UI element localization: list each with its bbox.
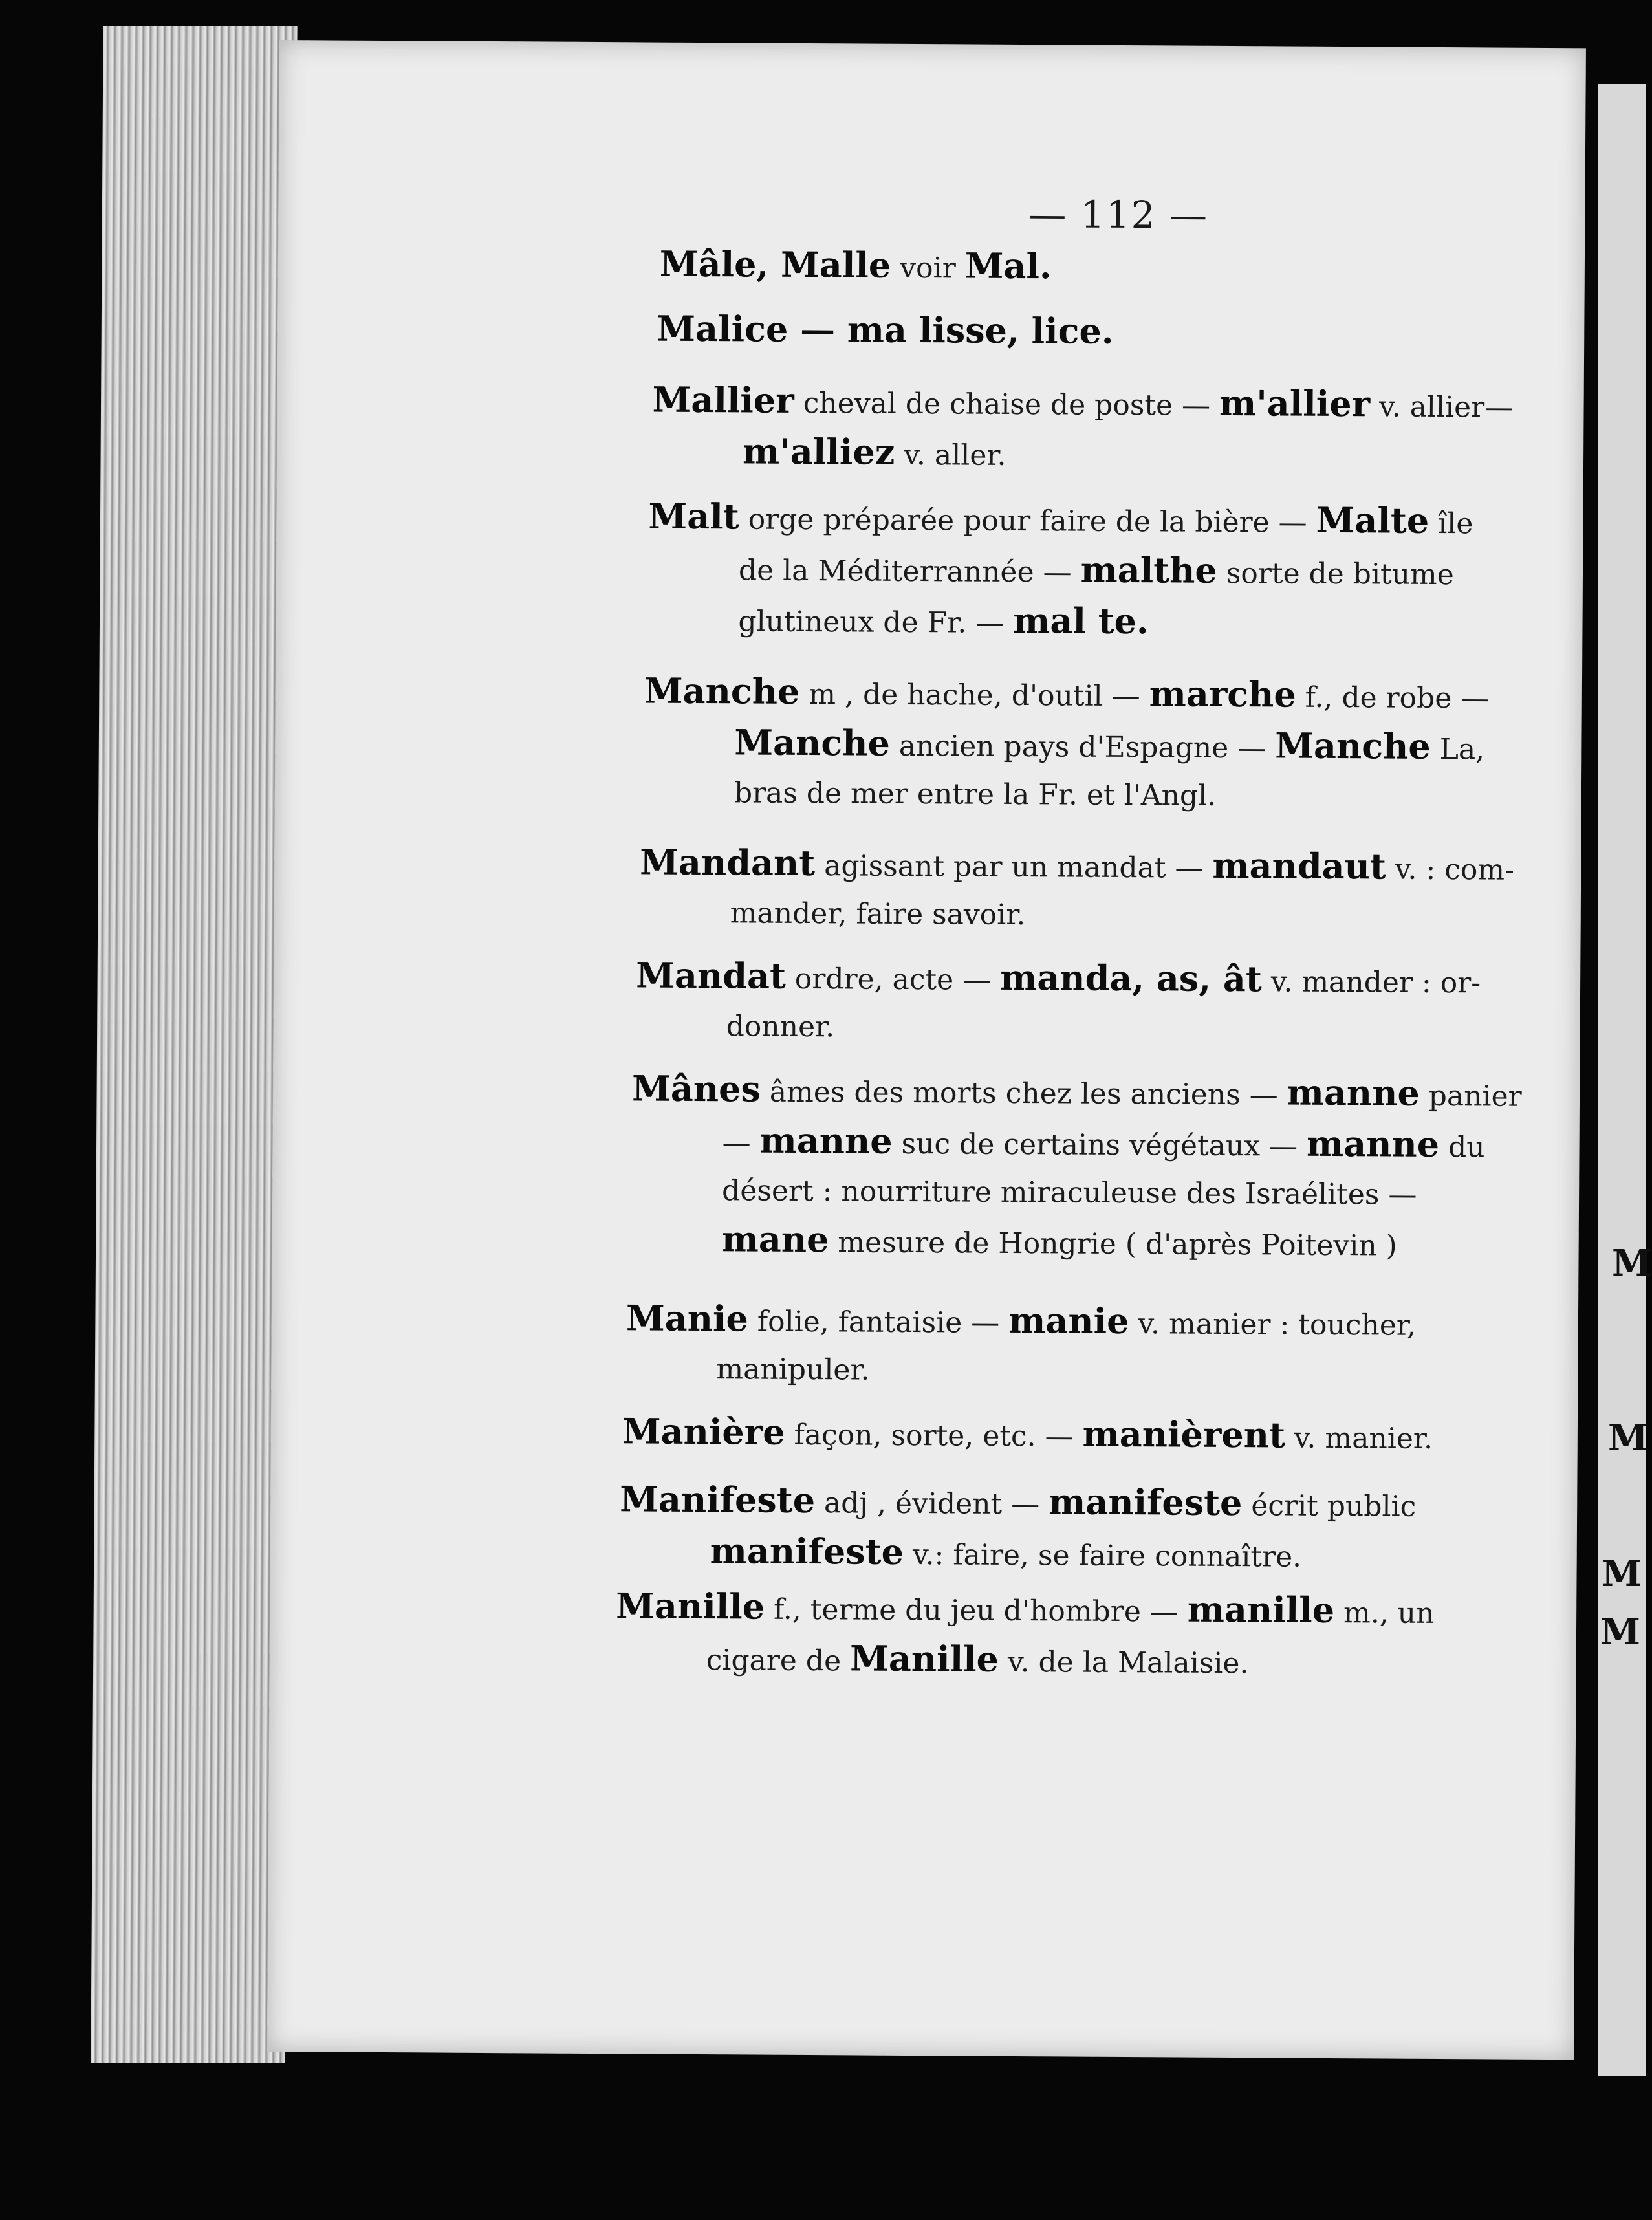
entry-mandant (640, 838, 1515, 942)
entry-line (631, 1115, 1521, 1171)
definition-text: âmes des morts chez les anciens — (760, 1075, 1287, 1112)
definition-text: v. manier : toucher, (1129, 1307, 1417, 1342)
headword: Manche (734, 721, 891, 764)
definition-text: désert : nourriture miraculeuse des Israélites — (721, 1174, 1417, 1212)
facing-page-letter: M (1600, 1611, 1640, 1653)
headword: manne (1306, 1122, 1440, 1165)
entry-line (644, 666, 1490, 723)
entry-maniere (622, 1407, 1433, 1463)
facing-page-letter: M (1602, 1552, 1642, 1595)
entry-line (644, 768, 1489, 822)
headword: m'allier (1219, 382, 1371, 425)
entry-line (640, 889, 1514, 942)
headword: Malt (648, 495, 739, 538)
definition-text: du (1439, 1130, 1485, 1164)
headword: mal te. (1013, 599, 1149, 642)
definition-text: f., terme du jeu d'hombre — (764, 1593, 1188, 1629)
headword: Mâle, Malle (659, 243, 891, 286)
entry-line (631, 1166, 1521, 1219)
definition-text: — (722, 1126, 760, 1160)
definition-text: donner. (726, 1010, 835, 1044)
entry-mallier (652, 376, 1514, 483)
headword: Malte (1316, 499, 1429, 541)
headword: manie (1008, 1299, 1129, 1342)
headword: Manille (849, 1637, 999, 1680)
definition-text: suc de certains végétaux — (892, 1127, 1307, 1163)
entry-manche (644, 666, 1490, 822)
definition-text: La, (1430, 732, 1485, 767)
dictionary-page (267, 40, 1586, 2060)
headword: marche (1149, 673, 1296, 715)
entry-line (648, 543, 1473, 599)
headword: Manie (625, 1297, 749, 1340)
definition-text: orge préparée pour faire de la bière — (739, 503, 1316, 539)
entry-line (622, 1407, 1433, 1463)
definition-text: agissant par un mandat — (815, 849, 1213, 885)
facing-page-edge (1598, 84, 1652, 2076)
entry-line (632, 1064, 1522, 1120)
entry-line (640, 838, 1514, 894)
definition-text: façon, sorte, etc. — (785, 1418, 1083, 1453)
entry-line (615, 1633, 1434, 1689)
definition-text: ordre, acte — (785, 962, 1001, 997)
entry-line (647, 594, 1472, 650)
entry-line (620, 1475, 1417, 1531)
entry-line (644, 717, 1489, 774)
headword: Mal. (964, 245, 1052, 287)
headword: Mandat (635, 954, 787, 997)
facing-page-letter: M (1608, 1417, 1648, 1459)
entry-malt (647, 492, 1473, 650)
headword: malthe (1080, 549, 1217, 591)
headword: m'alliez (742, 430, 895, 473)
headword: manille (1187, 1588, 1335, 1631)
definition-text: panier (1419, 1079, 1522, 1113)
entry-line (636, 951, 1481, 1007)
entry-line (626, 1294, 1417, 1349)
definition-text: mesure de Hongrie ( d'après Poitevin ) (829, 1226, 1397, 1263)
entry-line (648, 492, 1473, 548)
definition-text: mander, faire savoir. (730, 897, 1026, 932)
definition-text: cheval de chaise de poste — (794, 386, 1220, 422)
definition-text: v. : com- (1386, 853, 1515, 887)
definition-text: v. manier. (1285, 1421, 1433, 1455)
entry-line (619, 1526, 1416, 1582)
definition-text: m., un (1334, 1596, 1435, 1630)
definition-text: folie, fantaisie — (748, 1305, 1009, 1340)
entry-line (635, 1002, 1480, 1055)
entry-malice (657, 305, 1114, 358)
definition-text: f., de robe — (1296, 680, 1490, 715)
definition-text: adj , évident — (814, 1486, 1049, 1521)
definition-text: glutineux de Fr. — (738, 605, 1014, 640)
entry-line (660, 240, 1052, 294)
headword: manifeste (1049, 1481, 1243, 1524)
definition-text: ancien pays d'Espagne — (889, 729, 1276, 765)
definition-text: m , de hache, d'outil — (799, 677, 1149, 713)
headword: Manche (644, 669, 800, 712)
headword: Manche (1275, 724, 1431, 767)
headword: Manifeste (620, 1478, 816, 1521)
facing-page-letter: M (1612, 1242, 1652, 1285)
definition-text: écrit public (1242, 1489, 1417, 1523)
definition-text: v. aller. (895, 438, 1006, 472)
headword: Mânes (631, 1067, 761, 1110)
entry-line (616, 1582, 1435, 1638)
headword: manne (1287, 1071, 1420, 1114)
page-stack-edge (91, 26, 297, 2063)
entry-line (625, 1345, 1416, 1397)
headword: mandaut (1212, 844, 1387, 887)
entry-male (660, 240, 1052, 294)
definition-text: voir (891, 251, 965, 285)
definition-text: cigare de (706, 1644, 851, 1678)
definition-text: île (1429, 506, 1473, 541)
headword: manne (759, 1119, 893, 1162)
definition-text: manipuler. (716, 1353, 870, 1387)
definition-text: sorte de bitume (1217, 556, 1454, 592)
entry-manifeste (619, 1475, 1416, 1582)
headword: manièrent (1082, 1413, 1286, 1456)
definition-text: bras de mer entre la Fr. et l'Angl. (734, 776, 1217, 812)
entry-manille (615, 1582, 1434, 1689)
headword: manda, as, ât (999, 956, 1263, 1000)
definition-text: v. mander : or- (1261, 965, 1481, 1000)
headword: Malice — ma lisse, lice. (657, 307, 1114, 352)
entry-line (657, 305, 1114, 358)
definition-text: de la Méditerrannée — (738, 554, 1081, 589)
entry-manes (631, 1064, 1521, 1270)
headword: Mandant (640, 841, 816, 884)
page-number: — 112 — (1028, 192, 1209, 237)
headword: Manière (622, 1410, 785, 1453)
definition-text: v.: faire, se faire connaître. (903, 1538, 1302, 1574)
entry-line (652, 427, 1513, 483)
definition-text: v. de la Malaisie. (998, 1645, 1249, 1681)
definition-text: v. allier— (1369, 390, 1514, 424)
entry-mandat (635, 951, 1481, 1055)
headword: mane (721, 1218, 829, 1261)
headword: Mallier (652, 378, 794, 421)
entry-manie (625, 1294, 1416, 1397)
headword: manifeste (710, 1530, 904, 1572)
headword: Manille (616, 1585, 765, 1627)
entry-line (631, 1214, 1521, 1270)
entry-line (652, 376, 1513, 432)
